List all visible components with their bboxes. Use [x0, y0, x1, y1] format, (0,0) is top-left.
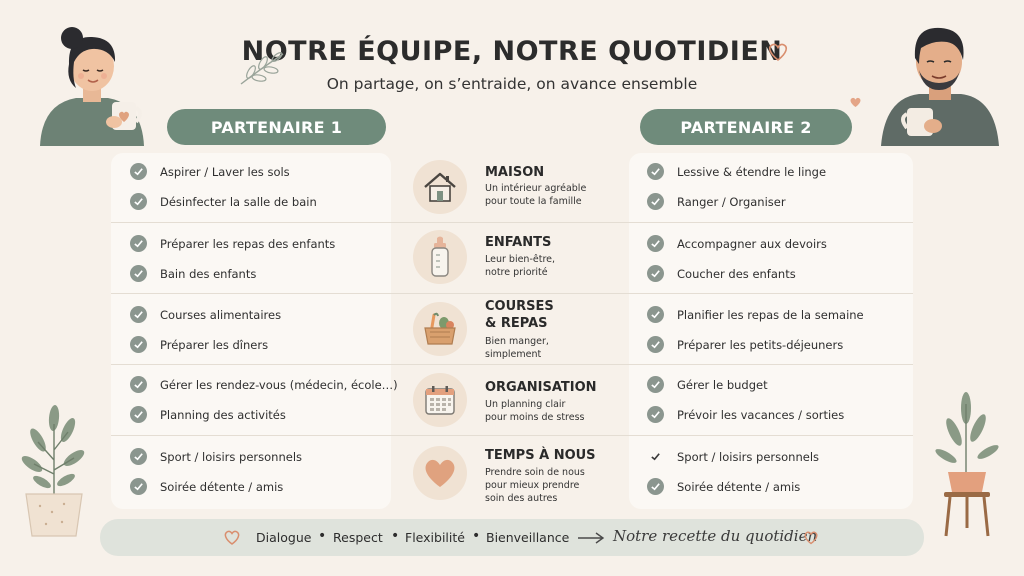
- heart-outline-icon: [803, 530, 819, 545]
- task-item: Aspirer / Laver les sols: [130, 163, 290, 180]
- small-heart-icon: [849, 96, 862, 108]
- house-icon: [413, 160, 467, 214]
- footer-tagline: Notre recette du quotidien: [613, 527, 818, 545]
- value-word: Bienveillance: [486, 530, 570, 545]
- task-item: Préparer les dîners: [130, 336, 268, 353]
- checkmark-icon: [130, 306, 147, 323]
- task-item: Désinfecter la salle de bain: [130, 193, 317, 210]
- heart-outline-icon: [767, 42, 789, 62]
- partner-1-avatar: [36, 18, 148, 146]
- potted-plant-left-icon: [16, 400, 94, 542]
- task-item: Sport / loisirs personnels: [647, 448, 819, 465]
- arrow-right-icon: [576, 531, 606, 545]
- category-title: ORGANISATION: [485, 380, 597, 395]
- checkmark-icon: [647, 478, 664, 495]
- task-item: Accompagner aux devoirs: [647, 235, 827, 252]
- task-item: Planning des activités: [130, 406, 286, 423]
- separator-dot: •: [318, 528, 327, 544]
- row-divider: [111, 364, 913, 365]
- category-description: Leur bien-être, notre priorité: [485, 254, 556, 278]
- category-description: Un planning clair pour moins de stress: [485, 399, 585, 423]
- task-item: Coucher des enfants: [647, 265, 796, 282]
- task-item: Prévoir les vacances / sorties: [647, 406, 844, 423]
- category-description: Un intérieur agréable pour toute la famille: [485, 183, 587, 207]
- partner-2-label: PARTENAIRE 2: [640, 109, 852, 145]
- task-item: Lessive & étendre le linge: [647, 163, 826, 180]
- page-subtitle: On partage, on s’entraide, on avance ensemble: [326, 75, 698, 93]
- page-title: NOTRE ÉQUIPE, NOTRE QUOTIDIEN: [241, 36, 783, 67]
- task-item: Préparer les petits-déjeuners: [647, 336, 843, 353]
- potted-plant-right-icon: [932, 388, 1004, 538]
- separator-dot: •: [391, 528, 400, 544]
- task-item: Courses alimentaires: [130, 306, 281, 323]
- row-divider: [111, 293, 913, 294]
- checkmark-icon: [130, 376, 147, 393]
- partner-1-label: PARTENAIRE 1: [167, 109, 386, 145]
- separator-dot: •: [472, 528, 481, 544]
- category-description: Bien manger, simplement: [485, 336, 549, 360]
- checkmark-icon: [130, 478, 147, 495]
- category-title: COURSES & REPAS: [485, 299, 554, 331]
- row-divider: [111, 222, 913, 223]
- value-word: Respect: [333, 530, 383, 545]
- checkmark-icon: [130, 265, 147, 282]
- checkmark-icon: [647, 265, 664, 282]
- checkmark-icon: [647, 336, 664, 353]
- calendar-icon: [413, 373, 467, 427]
- checkmark-icon: [647, 448, 664, 465]
- checkmark-icon: [130, 163, 147, 180]
- task-item: Ranger / Organiser: [647, 193, 786, 210]
- value-word: Dialogue: [256, 530, 312, 545]
- checkmark-icon: [647, 235, 664, 252]
- checkmark-icon: [647, 406, 664, 423]
- task-item: Gérer les rendez-vous (médecin, école…): [130, 376, 398, 393]
- row-divider: [111, 435, 913, 436]
- grocery-basket-icon: [413, 302, 467, 356]
- partner-2-avatar: [877, 18, 1003, 146]
- task-item: Soirée détente / amis: [647, 478, 800, 495]
- task-item: Planifier les repas de la semaine: [647, 306, 864, 323]
- checkmark-icon: [647, 376, 664, 393]
- baby-bottle-icon: [413, 230, 467, 284]
- category-title: ENFANTS: [485, 235, 552, 250]
- checkmark-icon: [130, 336, 147, 353]
- task-item: Sport / loisirs personnels: [130, 448, 302, 465]
- checkmark-icon: [647, 193, 664, 210]
- heart-outline-icon: [223, 529, 241, 546]
- category-description: Prendre soin de nous pour mieux prendre soin des autres: [485, 467, 585, 504]
- checkmark-icon: [130, 235, 147, 252]
- checkmark-icon: [130, 448, 147, 465]
- category-title: TEMPS À NOUS: [485, 448, 596, 463]
- task-item: Soirée détente / amis: [130, 478, 283, 495]
- task-item: Préparer les repas des enfants: [130, 235, 335, 252]
- value-word: Flexibilité: [405, 530, 465, 545]
- checkmark-icon: [647, 306, 664, 323]
- category-title: MAISON: [485, 165, 545, 180]
- checkmark-icon: [647, 163, 664, 180]
- checkmark-icon: [130, 406, 147, 423]
- heart-icon: [413, 446, 467, 500]
- task-item: Bain des enfants: [130, 265, 256, 282]
- checkmark-icon: [130, 193, 147, 210]
- task-item: Gérer le budget: [647, 376, 768, 393]
- leaf-sprig-icon: [237, 48, 287, 88]
